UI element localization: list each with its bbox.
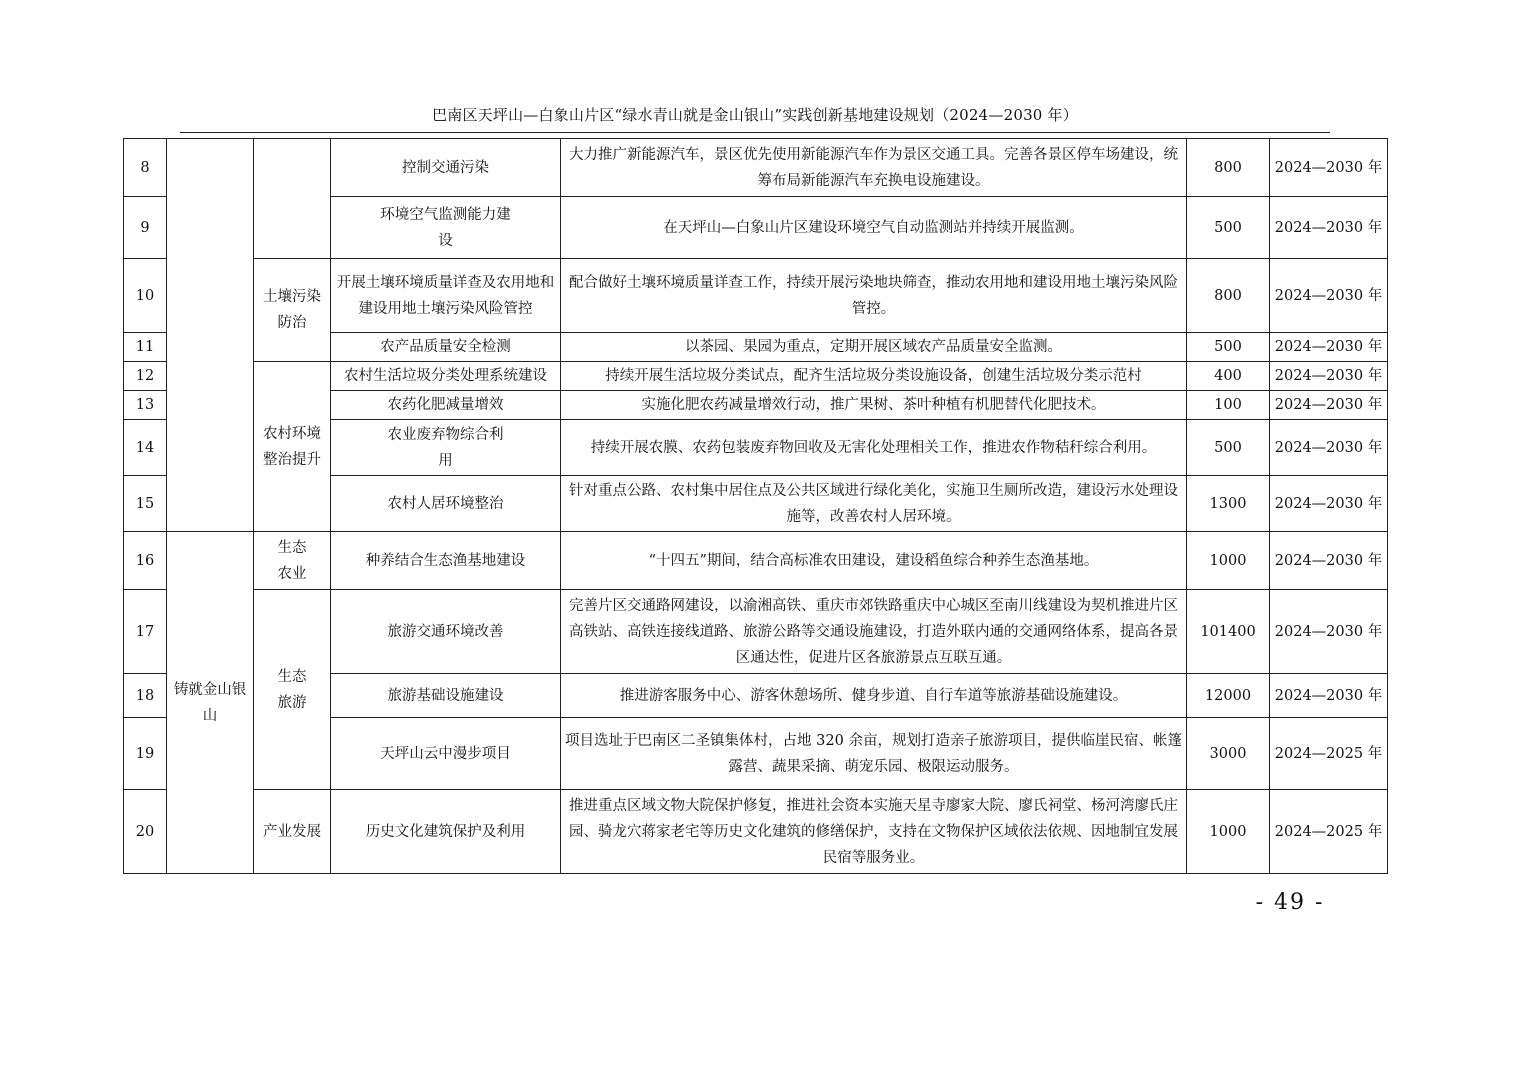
group-gold-mountain: 铸就金山银山 xyxy=(167,532,254,874)
row-number: 13 xyxy=(124,391,167,420)
row-number: 10 xyxy=(124,259,167,333)
project-name: 环境空气监测能力建设 xyxy=(331,197,561,259)
period: 2024—2030 年 xyxy=(1270,391,1388,420)
project-content: 实施化肥农药减量增效行动，推广果树、茶叶种植有机肥替代化肥技术。 xyxy=(561,391,1187,420)
project-name: 农村人居环境整治 xyxy=(331,476,561,532)
row-number: 20 xyxy=(124,790,167,874)
investment: 1000 xyxy=(1187,532,1270,590)
period: 2024—2030 年 xyxy=(1270,139,1388,197)
subgroup-eco-tourism: 生态旅游 xyxy=(254,590,331,790)
investment: 800 xyxy=(1187,139,1270,197)
project-content: 持续开展生活垃圾分类试点，配齐生活垃圾分类设施设备，创建生活垃圾分类示范村 xyxy=(561,362,1187,391)
project-content: 配合做好土壤环境质量详查工作，持续开展污染地块筛查，推动农用地和建设用地土壤污染风险管控。 xyxy=(561,259,1187,333)
project-name: 历史文化建筑保护及利用 xyxy=(331,790,561,874)
investment: 101400 xyxy=(1187,590,1270,674)
period: 2024—2030 年 xyxy=(1270,420,1388,476)
project-content: 以茶园、果园为重点，定期开展区域农产品质量安全监测。 xyxy=(561,333,1187,362)
project-name: 农业废弃物综合利用 xyxy=(331,420,561,476)
project-content: 项目选址于巴南区二圣镇集体村，占地 320 余亩，规划打造亲子旅游项目，提供临崖民宿、帐篷露营、蔬果采摘、萌宠乐园、极限运动服务。 xyxy=(561,718,1187,790)
project-content: 在天坪山—白象山片区建设环境空气自动监测站并持续开展监测。 xyxy=(561,197,1187,259)
row-number: 14 xyxy=(124,420,167,476)
project-content: 完善片区交通路网建设，以渝湘高铁、重庆市郊铁路重庆中心城区至南川线建设为契机推进片区高铁站、高铁连接线道路、旅游公路等交通设施建设，打造外联内通的交通网络体系，提高各景区通达性，促进片区各旅游景点互联互通。 xyxy=(561,590,1187,674)
table-row xyxy=(124,532,1388,590)
period: 2024—2030 年 xyxy=(1270,532,1388,590)
row-number: 19 xyxy=(124,718,167,790)
project-name: 农产品质量安全检测 xyxy=(331,333,561,362)
period: 2024—2030 年 xyxy=(1270,362,1388,391)
project-name: 旅游交通环境改善 xyxy=(331,590,561,674)
project-name: 农药化肥减量增效 xyxy=(331,391,561,420)
investment: 500 xyxy=(1187,333,1270,362)
project-content: 大力推广新能源汽车，景区优先使用新能源汽车作为景区交通工具。完善各景区停车场建设，统筹布局新能源汽车充换电设施建设。 xyxy=(561,139,1187,197)
project-name: 控制交通污染 xyxy=(331,139,561,197)
row-number: 18 xyxy=(124,674,167,718)
period: 2024—2030 年 xyxy=(1270,333,1388,362)
investment: 1000 xyxy=(1187,790,1270,874)
period: 2024—2030 年 xyxy=(1270,476,1388,532)
investment: 400 xyxy=(1187,362,1270,391)
project-content: “十四五”期间，结合高标准农田建设，建设稻鱼综合种养生态渔基地。 xyxy=(561,532,1187,590)
investment: 12000 xyxy=(1187,674,1270,718)
investment: 100 xyxy=(1187,391,1270,420)
group-cell-empty xyxy=(167,139,254,532)
table-row xyxy=(124,790,1388,874)
investment: 1300 xyxy=(1187,476,1270,532)
row-number: 11 xyxy=(124,333,167,362)
project-name: 种养结合生态渔基地建设 xyxy=(331,532,561,590)
project-name: 农村生活垃圾分类处理系统建设 xyxy=(331,362,561,391)
row-number: 17 xyxy=(124,590,167,674)
project-content: 推进游客服务中心、游客休憩场所、健身步道、自行车道等旅游基础设施建设。 xyxy=(561,674,1187,718)
investment: 500 xyxy=(1187,197,1270,259)
subgroup-soil: 土壤污染防治 xyxy=(254,259,331,362)
project-content: 推进重点区域文物大院保护修复，推进社会资本实施天星寺廖家大院、廖氏祠堂、杨河湾廖氏庄园、骑龙穴蒋家老宅等历史文化建筑的修缮保护，支持在文物保护区域依法依规、因地制宜发展民宿等服务业。 xyxy=(561,790,1187,874)
row-number: 16 xyxy=(124,532,167,590)
period: 2024—2025 年 xyxy=(1270,790,1388,874)
project-content: 持续开展农膜、农药包装废弃物回收及无害化处理相关工作，推进农作物秸秆综合利用。 xyxy=(561,420,1187,476)
project-name: 旅游基础设施建设 xyxy=(331,674,561,718)
period: 2024—2030 年 xyxy=(1270,259,1388,333)
row-number: 8 xyxy=(124,139,167,197)
project-table xyxy=(123,138,1388,874)
subgroup-cell-empty xyxy=(254,139,331,259)
header-rule xyxy=(180,132,1330,133)
period: 2024—2030 年 xyxy=(1270,674,1388,718)
project-name: 天坪山云中漫步项目 xyxy=(331,718,561,790)
table-row xyxy=(124,362,1388,391)
investment: 3000 xyxy=(1187,718,1270,790)
subgroup-industry: 产业发展 xyxy=(254,790,331,874)
row-number: 9 xyxy=(124,197,167,259)
table-row xyxy=(124,590,1388,674)
row-number: 12 xyxy=(124,362,167,391)
page-header-title: 巴南区天坪山—白象山片区“绿水青山就是金山银山”实践创新基地建设规划（2024—2030 年） xyxy=(432,106,1078,124)
page-number: - 49 - xyxy=(1255,890,1325,915)
period: 2024—2030 年 xyxy=(1270,197,1388,259)
table-row xyxy=(124,259,1388,333)
subgroup-eco-agriculture: 生态农业 xyxy=(254,532,331,590)
row-number: 15 xyxy=(124,476,167,532)
project-name: 开展土壤环境质量详查及农用地和建设用地土壤污染风险管控 xyxy=(331,259,561,333)
project-content: 针对重点公路、农村集中居住点及公共区域进行绿化美化，实施卫生厕所改造，建设污水处理设施等，改善农村人居环境。 xyxy=(561,476,1187,532)
investment: 500 xyxy=(1187,420,1270,476)
subgroup-rural: 农村环境整治提升 xyxy=(254,362,331,532)
period: 2024—2025 年 xyxy=(1270,718,1388,790)
period: 2024—2030 年 xyxy=(1270,590,1388,674)
table-row xyxy=(124,139,1388,197)
investment: 800 xyxy=(1187,259,1270,333)
